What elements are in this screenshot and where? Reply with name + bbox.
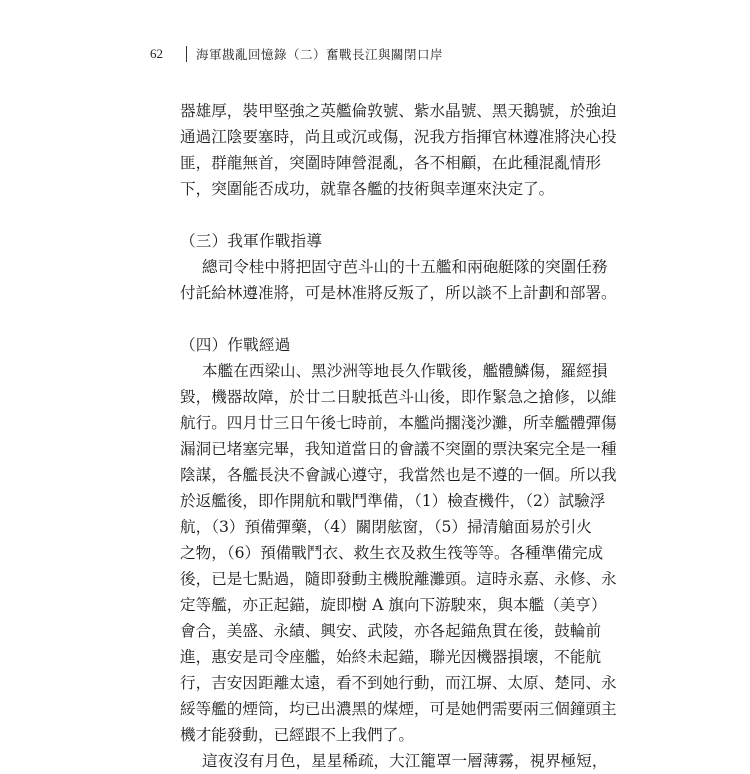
- header-divider: [186, 46, 187, 62]
- text-line: 之物，（6）預備戰鬥衣、救生衣及救生筏等等。各種準備完成: [180, 544, 604, 562]
- page-number: 62: [150, 46, 163, 61]
- text-line: 通過江陰要塞時，尚且或沉或傷，況我方指揮官林遵准將決心投: [180, 128, 617, 146]
- text-line: 會合，美盛、永績、興安、武陵，亦各起錨魚貫在後，鼓輪前: [180, 622, 602, 640]
- body-text: [180, 98, 617, 774]
- text-line: 機才能發動，已經跟不上我們了。: [180, 726, 414, 744]
- text-line: 進，惠安是司令座艦，始終未起錨，聯光因機器損壞，不能航: [180, 648, 602, 666]
- text-line: 行，吉安因距離太遠，看不到她行動，而江塀、太原、楚同、永: [180, 674, 617, 692]
- text-line: 後，已是七點過，隨即發動主機脫離灘頭。這時永嘉、永修、永: [180, 570, 617, 588]
- text-line: 漏洞已堵塞完畢，我知道當日的會議不突圍的票決案完全是一種: [180, 440, 617, 458]
- text-line: 總司令桂中將把固守芭斗山的十五艦和兩砲艇隊的突圍任務: [202, 258, 608, 276]
- text-line: 綏等艦的煙筒，均已出濃黑的煤煙，可是她們需要兩三個鐘頭主: [180, 700, 617, 718]
- text-line: 器雄厚，裝甲堅強之英艦倫敦號、紫水晶號、黑天鵝號，於強迫: [180, 102, 617, 120]
- section-heading-4: （四）作戰經過: [180, 336, 291, 354]
- paragraph-gap: [180, 202, 545, 228]
- paragraph-gap: [180, 306, 545, 332]
- text-line: 陰謀，各艦長決不會誠心遵守，我當然也是不遵的一個。所以我: [180, 466, 617, 484]
- text-line: 定等艦，亦正起錨，旋即樹 A 旗向下游駛來，與本艦（美亨）: [180, 596, 607, 614]
- text-line: 匪，群龍無首，突圍時陣營混亂，各不相顧，在此種混亂情形: [180, 154, 602, 172]
- section-heading-3: （三）我軍作戰指導: [180, 232, 323, 250]
- text-line: 下，突圍能否成功，就靠各艦的技術與幸運來決定了。: [180, 180, 555, 198]
- text-line: 於返艦後，即作開航和戰鬥準備，（1）檢查機件，（2）試驗浮: [180, 492, 606, 510]
- running-title: 海軍戡亂回憶錄（二）奮戰長江與關閉口岸: [196, 47, 444, 62]
- text-line: 付託給林遵准將，可是林准將反叛了，所以談不上計劃和部署。: [180, 284, 617, 302]
- text-line: 這夜沒有月色，星星稀疏，大江籠罩一層薄霧，視界極短，: [202, 752, 608, 770]
- text-line: 本艦在西梁山、黑沙洲等地長久作戰後，艦體鱗傷，羅經損: [202, 362, 608, 380]
- text-line: 航，（3）預備彈藥，（4）關閉舷窗，（5）掃清艙面易於引火: [180, 518, 592, 536]
- text-line: 毀，機器故障，於廿二日駛抵芭斗山後，即作緊急之搶修，以維: [180, 388, 617, 406]
- text-line: 航行。四月廿三日午後七時前，本艦尚擱淺沙灘，所幸艦體彈傷: [180, 414, 617, 432]
- page-header: [150, 44, 443, 64]
